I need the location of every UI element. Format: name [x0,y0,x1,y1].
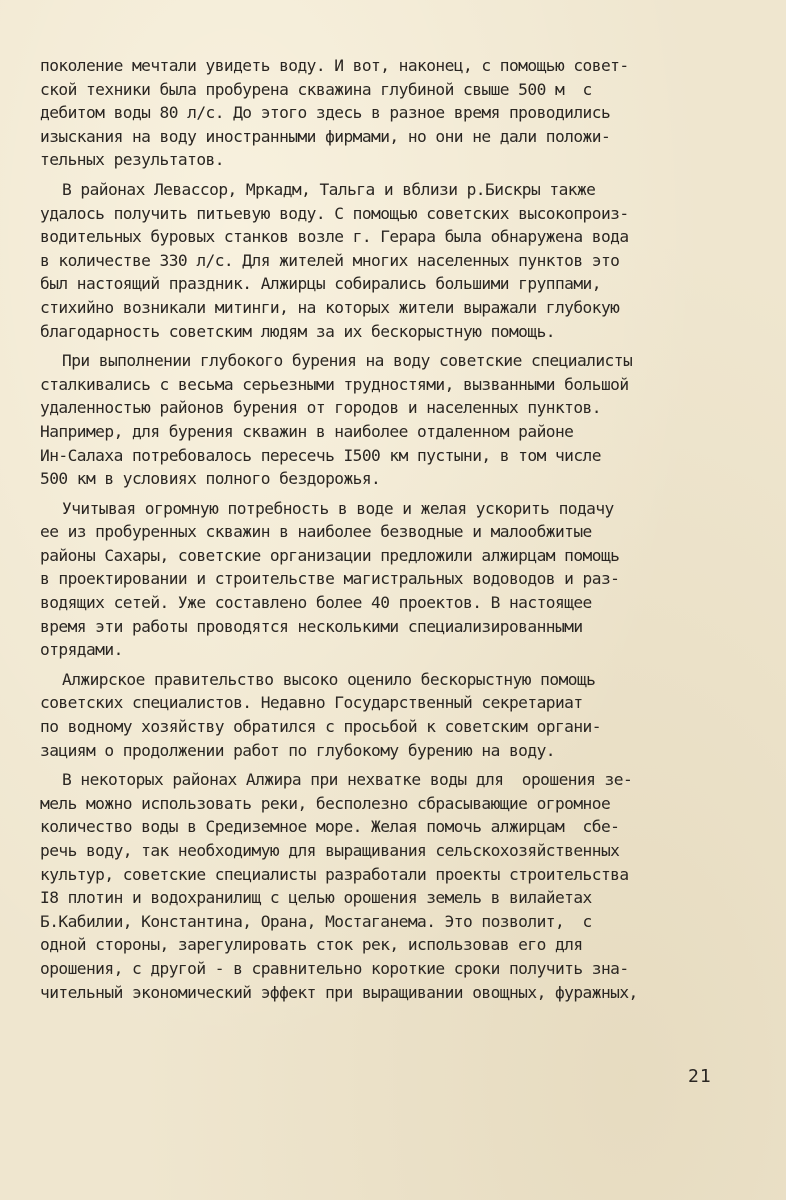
body-text [40,54,730,1004]
text-line: отрядами. [40,640,123,660]
text-line: в проектировании и строительстве магистральных водоводов и раз- [40,569,620,589]
text-line: ее из пробуренных скважин в наиболее безводные и малообжитые [40,522,592,542]
text-line: районы Сахары, советские организации предложили алжирцам помощь [40,545,620,565]
paragraph-start-line: В районах Левассор, Мркадм, Тальга и вблизи р.Бискры также [62,179,596,199]
text-line: одной стороны, зарегулировать сток рек, использовав его для [40,935,583,955]
page-number: 21 [688,1066,712,1087]
text-line: стихийно возникали митинги, на которых жители выражали глубокую [40,297,620,317]
text-line: речь воду, так необходимую для выращивания сельскохозяйственных [40,841,620,860]
paragraph-start-line: Учитывая огромную потребность в воде и желая ускорить подачу [62,498,614,518]
text-line: количество воды в Средиземное море. Желая помочь алжирцам сбе- [40,817,620,837]
text-line: поколение мечтали увидеть воду. И вот, наконец, с помощью совет- [40,56,629,75]
text-line: удаленностью районов бурения от городов и населенных пунктов. [40,398,601,418]
text-line: благодарность советским людям за их бескорыстную помощь. [40,321,555,341]
text-line: был настоящий праздник. Алжирцы собирались большими группами, [40,274,601,294]
text-line: по водному хозяйству обратился с просьбой к советским органи- [40,717,601,737]
text-line: водительных буровых станков возле г. Герара была обнаружена вода [40,227,629,247]
text-line: зациям о продолжении работ по глубокому бурению на воду. [40,740,555,760]
text-line: Б.Кабилии, Константина, Орана, Мостаганема. Это позволит, с [40,911,592,931]
text-line: удалось получить питьевую воду. С помощью советских высокопроиз- [40,203,629,223]
paragraph-start-line: При выполнении глубокого бурения на воду советские специалисты [62,351,633,371]
text-line: дебитом воды 80 л/с. До этого здесь в разное время проводились [40,103,611,123]
text-line: изыскания на воду иностранными фирмами, но они не дали положи- [40,126,611,146]
text-line: в количестве 330 л/с. Для жителей многих населенных пунктов это [40,250,620,270]
text-line: ской техники была пробурена скважина глубиной свыше 500 м с [40,79,592,99]
text-line: I8 плотин и водохранилищ с целью орошения земель в вилайетах [40,888,592,908]
paragraph-start-line: Алжирское правительство высоко оценило бескорыстную помощь [62,669,596,689]
paragraph-start-line: В некоторых районах Алжира при нехватке воды для орошения зе- [62,770,633,790]
text-line: 500 км в условиях полного бездорожья. [40,469,381,489]
text-line: тельных результатов. [40,150,224,170]
text-line: время эти работы проводятся несколькими специализированными [40,616,583,636]
text-line: сталкивались с весьма серьезными трудностями, вызванными большой [40,374,629,394]
text-line: культур, советские специалисты разработали проекты строительства [40,864,629,884]
text-line: чительный экономический эффект при выращивании овощных, фуражных, [40,982,638,1002]
text-line: Например, для бурения скважин в наиболее отдаленном районе [40,421,574,441]
text-line: советских специалистов. Недавно Государственный секретариат [40,693,583,713]
text-line: орошения, с другой - в сравнительно короткие сроки получить зна- [40,958,629,978]
text-line: водящих сетей. Уже составлено более 40 проектов. В настоящее [40,593,592,613]
text-line: мель можно использовать реки, бесполезно сбрасывающие огромное [40,793,611,813]
text-line: Ин-Салаха потребовалось пересечь I500 км пустыни, в том числе [40,445,601,465]
